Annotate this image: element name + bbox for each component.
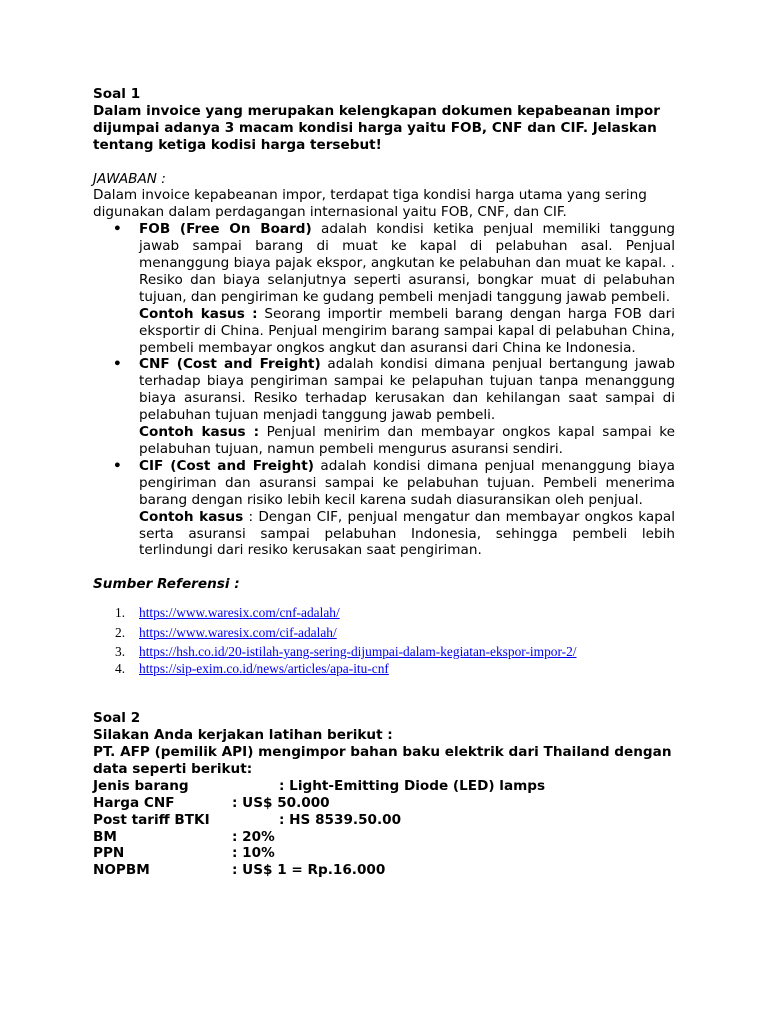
- data-row-harga-cnf: [93, 795, 675, 812]
- answer-intro: Dalam invoice kepabeanan impor, terdapat tiga kondisi harga utama yang sering digunakan dalam perdagangan internasional yaitu FOB, CNF, dan CIF.: [93, 187, 647, 221]
- row-value: : US$ 1 = Rp.16.000: [232, 862, 386, 879]
- row-value: : HS 8539.50.00: [279, 811, 402, 828]
- case-label-cnf: Contoh kasus :: [139, 424, 260, 441]
- list-item-fob: [93, 221, 675, 356]
- soal2-title: Soal 2: [93, 710, 141, 727]
- case-label-fob: Contoh kasus :: [139, 305, 258, 322]
- reference-number: 3.: [115, 644, 126, 660]
- reference-number: 1.: [115, 605, 126, 621]
- case-text-fob: Seorang importir membeli barang dengan harga FOB dari eksportir di China. Penjual mengirim barang sampai kapal di pelabuhan China, pembeli membayar ongkos angkut dan asuransi dari China ke Indonesia.: [139, 305, 676, 356]
- row-label: NOPBM: [93, 862, 150, 879]
- reference-link[interactable]: https://hsh.co.id/20-istilah-yang-sering-dijumpai-dalam-kegiatan-ekspor-impor-2/: [139, 644, 577, 660]
- row-value: : US$ 50.000: [232, 794, 330, 811]
- import-data-table: [93, 778, 675, 879]
- soal1-title: Soal 1: [93, 86, 141, 102]
- price-terms-list: [93, 221, 675, 559]
- case-text-cif: : Dengan CIF, penjual mengatur dan membayar ongkos kapal serta asuransi sampai pelabuhan Indonesia, sehingga pembeli lebih terlindungi dari resiko kerusakan saat pengiriman.: [139, 508, 675, 559]
- case-label-cif: Contoh kasus: [139, 508, 244, 525]
- bullet-icon: •: [113, 356, 122, 373]
- term-fob: FOB (Free On Board): [139, 221, 312, 238]
- reference-number: 2.: [115, 624, 126, 640]
- row-value: : 10%: [232, 845, 275, 862]
- reference-number: 4.: [115, 660, 126, 676]
- reference-link[interactable]: https://www.waresix.com/cif-adalah/: [139, 624, 337, 640]
- case-text-cnf: Penjual menirim dan membayar ongkos kapal sampai ke pelabuhan tujuan, namun pembeli mengurus asuransi sendiri.: [139, 424, 676, 458]
- reference-item: [93, 625, 675, 642]
- reference-item: [93, 661, 675, 678]
- row-value: : 20%: [232, 828, 275, 845]
- answer-label: JAWABAN :: [93, 170, 166, 187]
- row-label: BM: [93, 828, 117, 845]
- reference-list: [93, 605, 675, 677]
- row-label: Harga CNF: [93, 794, 175, 811]
- reference-item: [93, 644, 675, 661]
- reference-item: [93, 605, 675, 622]
- soal2-instruction: Silakan Anda kerjakan latihan berikut :: [93, 727, 393, 744]
- row-label: Jenis barang: [93, 777, 189, 794]
- data-row-bm: [93, 829, 675, 846]
- data-row-post-tariff: [93, 812, 675, 829]
- row-label: Post tariff BTKI: [93, 811, 210, 828]
- bullet-icon: •: [113, 457, 122, 474]
- term-cif: CIF (Cost and Freight): [139, 457, 314, 474]
- row-label: PPN: [93, 845, 125, 862]
- data-row-ppn: [93, 845, 675, 862]
- term-cnf-desc: adalah kondisi dimana penjual bertangung jawab terhadap biaya pengiriman sampai ke pelapuhan tujuan tanpa menanggung biaya asuransi. Resiko terhadap kerusakan dan kehilangan saat sampai di pelabuhan tujuan menjadi tanggung jawab pembeli.: [139, 356, 675, 424]
- term-fob-desc: adalah kondisi ketika penjual memiliki tanggung jawab sampai barang di muat ke kapal di pelabuhan asal. Penjual menanggung biaya pajak ekspor, angkutan ke pelabuhan dan muat ke kapal. . Resiko dan biaya selanjutnya seperti asuransi, bongkar muat di pelabuhan tujuan, dan pengiriman ke gudang pembeli menjadi tanggung jawab pembeli.: [139, 221, 675, 305]
- term-cif-desc: adalah kondisi dimana penjual menanggung biaya pengiriman dan asuransi sampai ke pelabuhan tujuan. Pembeli menerima barang dengan risiko lebih kecil karena sudah diasuransikan oleh penjual.: [139, 457, 675, 508]
- reference-link[interactable]: https://sip-exim.co.id/news/articles/apa-itu-cnf: [139, 660, 389, 676]
- data-row-jenis-barang: [93, 778, 675, 795]
- soal1-question: Dalam invoice yang merupakan kelengkapan dokumen kepabeanan impor dijumpai adanya 3 macam kondisi harga yaitu FOB, CNF dan CIF. Jelaskan tentang ketiga kodisi harga tersebut!: [93, 102, 660, 153]
- bullet-icon: •: [113, 221, 122, 238]
- row-value: : Light-Emitting Diode (LED) lamps: [279, 777, 546, 794]
- reference-link[interactable]: https://www.waresix.com/cnf-adalah/: [139, 605, 340, 621]
- reference-title: Sumber Referensi :: [93, 576, 240, 593]
- list-item-cnf: [93, 356, 675, 457]
- term-cnf: CNF (Cost and Freight): [139, 356, 321, 373]
- data-row-nopbm: [93, 862, 675, 879]
- list-item-cif: [93, 458, 675, 559]
- soal2-description: PT. AFP (pemilik API) mengimpor bahan baku elektrik dari Thailand dengan data seperti berikut:: [93, 743, 672, 777]
- document-page: [93, 86, 675, 879]
